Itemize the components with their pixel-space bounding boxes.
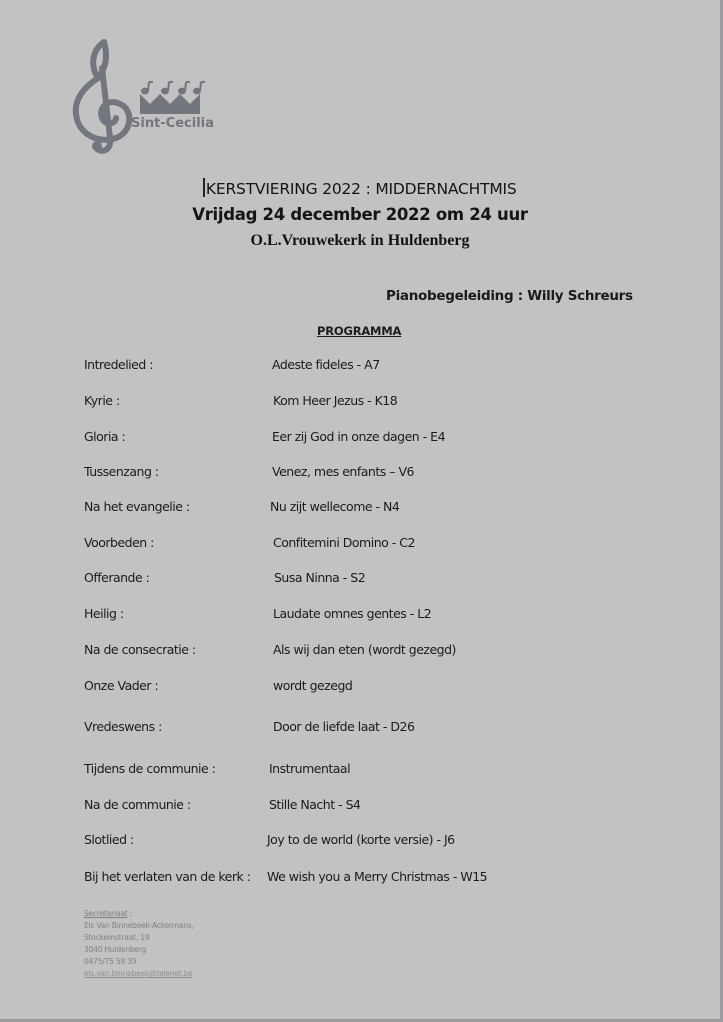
program-part: Na de consecratie : — [84, 642, 196, 657]
event-title — [0, 178, 720, 198]
text-cursor — [203, 178, 205, 197]
program-part: Onze Vader : — [84, 678, 159, 693]
program-part: Na het evangelie : — [84, 499, 190, 514]
program-song: We wish you a Merry Christmas - W15 — [267, 869, 488, 884]
program-part: Offerande : — [84, 570, 150, 585]
program-song: Eer zij God in onze dagen - E4 — [272, 429, 446, 444]
program-part: Tijdens de communie : — [84, 761, 216, 776]
program-part: Vredeswens : — [84, 719, 162, 734]
event-title-text: KERSTVIERING 2022 : MIDDERNACHTMIS — [205, 180, 517, 198]
program-part: Kyrie : — [84, 393, 120, 408]
program-song: Joy to de world (korte versie) - J6 — [267, 832, 455, 847]
program-song: Venez, mes enfants – V6 — [272, 464, 414, 479]
secretariat-street: Stockemstraat, 19 — [84, 933, 150, 942]
event-location: O.L.Vrouwekerk in Huldenberg — [250, 232, 470, 249]
program-part: Bij het verlaten van de kerk : — [84, 869, 251, 884]
program-song: wordt gezegd — [273, 678, 353, 693]
secretariat-label-suffix: : — [127, 909, 132, 918]
program-part: Intredelied : — [84, 357, 153, 372]
program-song: Nu zijt wellecome - N4 — [270, 499, 400, 514]
program-part: Slotlied : — [84, 832, 134, 847]
event-date: Vrijdag 24 december 2022 om 24 uur — [192, 205, 528, 224]
program-part: Na de communie : — [84, 797, 191, 812]
secretariat-city: 3040 Huldenberg — [84, 945, 147, 954]
secretariat-footer — [84, 908, 194, 980]
program-song: Confitemini Domino - C2 — [273, 535, 415, 550]
program-song: Stille Nacht - S4 — [269, 797, 361, 812]
program-song: Laudate omnes gentes - L2 — [273, 606, 432, 621]
program-song: Adeste fideles - A7 — [272, 357, 380, 372]
secretariat-label: Secretariaat — [84, 909, 128, 918]
accompaniment: Pianobegeleiding : Willy Schreurs — [386, 288, 633, 304]
sint-cecilia-logo — [72, 38, 222, 156]
secretariat-email-link[interactable]: els.van.binnebeek@telenet.be — [84, 969, 193, 978]
program-heading: PROGRAMMA — [317, 324, 402, 338]
secretariat-name: Els Van Binnebeek-Ackermans, — [84, 921, 194, 930]
program-part: Tussenzang : — [84, 464, 159, 479]
program-part: Heilig : — [84, 606, 124, 621]
program-part: Gloria : — [84, 429, 126, 444]
program-song: Als wij dan eten (wordt gezegd) — [273, 642, 456, 657]
program-song: Susa Ninna - S2 — [274, 570, 366, 585]
program-part: Voorbeden : — [84, 535, 154, 550]
logo-text: Sint-Cecilia — [131, 116, 214, 131]
program-song: Instrumentaal — [269, 761, 351, 776]
treble-clef-crown-icon — [72, 38, 222, 156]
secretariat-phone: 0475/75 58 39 — [84, 957, 137, 966]
program-song: Kom Heer Jezus - K18 — [273, 393, 398, 408]
program-song: Door de liefde laat - D26 — [273, 719, 415, 734]
